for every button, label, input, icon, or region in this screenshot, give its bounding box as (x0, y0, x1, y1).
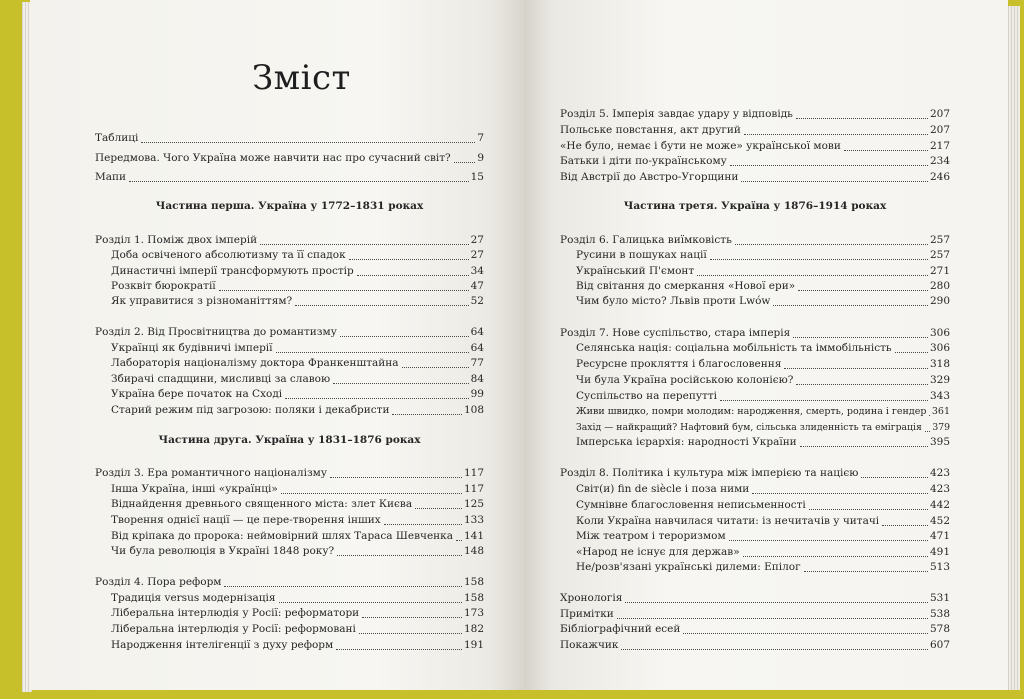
dot-leader (279, 593, 462, 603)
section-entry (560, 169, 950, 184)
section-entry (111, 402, 484, 417)
toc-entry-page: 442 (929, 499, 950, 511)
toc-entry-page: 47 (470, 280, 484, 292)
dot-leader (798, 281, 928, 291)
toc-entry-page: 257 (929, 249, 950, 261)
chapter-entry (560, 465, 950, 480)
section-entry (111, 278, 484, 293)
section-entry (576, 263, 950, 278)
dot-leader (456, 531, 462, 541)
toc-entry-label: Творення однієї нації — це пере-творення інших (111, 514, 381, 526)
toc-entry-label: Захід — найкращий? Нафтовий бум, сільська злиденність та еміграція (576, 422, 922, 433)
toc-entry-page: 182 (463, 623, 484, 635)
toc-entry-page: 513 (929, 561, 950, 573)
section-entry (576, 497, 950, 512)
toc-entry-page: 158 (463, 576, 484, 588)
part-heading: Частина третя. Україна у 1876–1914 роках (623, 200, 887, 212)
toc-entry-page: 318 (929, 358, 950, 370)
toc-entry-label: Хронологія (560, 592, 623, 604)
section-entry (576, 419, 950, 434)
dot-leader (349, 250, 469, 260)
toc-entry-page: 191 (463, 639, 484, 651)
toc-entry-page: 452 (929, 515, 950, 527)
toc-entry-label: Бібліографічний есей (560, 623, 681, 635)
toc-entry (95, 169, 484, 184)
toc-entry-label: Українці як будівничі імперії (111, 342, 273, 354)
toc-entry-page: 34 (470, 265, 484, 277)
section-entry (576, 528, 950, 543)
toc-entry-label: Розділ 6. Галицька виїмковість (560, 234, 732, 246)
toc-entry-page: 173 (463, 607, 484, 619)
toc-entry-page: 207 (929, 108, 950, 120)
toc-entry-page: 538 (929, 608, 950, 620)
section-entry (111, 355, 484, 370)
toc-entry (95, 130, 484, 145)
chapter-entry (560, 232, 950, 247)
toc-entry-page: 423 (929, 483, 950, 495)
section-entry (111, 247, 484, 262)
toc-entry-label: Таблиці (95, 132, 139, 144)
section-entry (111, 481, 484, 496)
section-entry (111, 637, 484, 652)
dot-leader (281, 484, 462, 494)
section-entry (111, 386, 484, 401)
dot-leader (141, 133, 475, 143)
dot-leader (357, 266, 469, 276)
toc-entry-page: 133 (463, 514, 484, 526)
toc-entry-label: Народження інтелігенції з духу реформ (111, 639, 334, 651)
toc-entry-page: 280 (929, 280, 950, 292)
dot-leader (415, 499, 462, 509)
toc-entry (560, 621, 950, 636)
toc-entry-label: Збирачі спадщини, мисливці за славою (111, 373, 331, 385)
chapter-entry (95, 324, 484, 339)
dot-leader (276, 343, 469, 353)
dot-leader (337, 546, 462, 556)
dot-leader (804, 562, 928, 572)
toc-entry-label: Від кріпака до пророка: неймовірний шлях Тараса Шевченка (111, 530, 453, 542)
toc-entry-label: Світ(и) fin de siècle і поза ними (576, 483, 750, 495)
dot-leader (617, 609, 928, 619)
dot-leader (219, 281, 469, 291)
dot-leader (793, 328, 928, 338)
toc-entry-label: Селянська нація: соціальна мобільність та іммобільність (576, 342, 892, 354)
toc-entry-page: 329 (929, 374, 950, 386)
section-entry (576, 481, 950, 496)
section-entry (111, 621, 484, 636)
dot-leader (925, 422, 931, 432)
toc-entry-label: Український П'ємонт (576, 265, 695, 277)
toc-entry-label: Розділ 2. Від Просвітництва до романтизму (95, 326, 337, 338)
toc-entry-label: Україна бере початок на Сході (111, 388, 283, 400)
dot-leader (743, 547, 928, 557)
toc-entry-page: 9 (477, 152, 484, 164)
dot-leader (621, 640, 927, 650)
toc-entry-label: Династичні імперії трансформують простір (111, 265, 354, 277)
toc-entry-label: Імперська ієрархія: народності України (576, 436, 797, 448)
dot-leader (359, 624, 462, 634)
toc-entry-page: 306 (929, 342, 950, 354)
toc-entry-page: 99 (470, 388, 484, 400)
toc-entry-label: Не/розв'язані українські дилеми: Епілог (576, 561, 801, 573)
toc-entry (95, 150, 484, 165)
dot-leader (744, 125, 928, 135)
toc-entry-label: Чи була революція в Україні 1848 року? (111, 545, 335, 557)
dot-leader (741, 172, 928, 182)
right-page (524, 0, 1008, 690)
dot-leader (129, 172, 469, 182)
toc-entry-label: Старий режим під загрозою: поляки і декабристи (111, 404, 390, 416)
toc-entry-page: 578 (929, 623, 950, 635)
toc-entry-label: Як управитися з різноманіттям? (111, 295, 293, 307)
section-entry (111, 543, 484, 558)
toc-entry-page: 125 (463, 498, 484, 510)
toc-entry-label: Від Австрії до Австро-Угорщини (560, 171, 739, 183)
toc-entry-page: 395 (929, 436, 950, 448)
toc-entry-page: 77 (470, 357, 484, 369)
toc-entry-page: 246 (929, 171, 950, 183)
toc-entry-label: Сумнівне благословення неписьменності (576, 499, 806, 511)
dot-leader (625, 593, 928, 603)
section-entry (576, 403, 950, 418)
toc-entry-label: Батьки і діти по-українському (560, 155, 727, 167)
toc-entry-page: 52 (470, 295, 484, 307)
toc-entry-page: 343 (929, 390, 950, 402)
toc-entry-page: 64 (470, 326, 484, 338)
left-page (30, 0, 524, 690)
page-edges-right (1006, 6, 1020, 690)
dot-leader (720, 391, 928, 401)
dot-leader (895, 343, 928, 353)
dot-leader (710, 250, 928, 260)
toc-entry-label: Розділ 1. Поміж двох імперій (95, 234, 258, 246)
dot-leader (773, 296, 928, 306)
part-heading: Частина друга. Україна у 1831–1876 роках (158, 434, 421, 446)
dot-leader (730, 156, 928, 166)
toc-entry-label: Примітки (560, 608, 614, 620)
chapter-entry (95, 574, 484, 589)
toc-entry-page: 108 (463, 404, 484, 416)
dot-leader (784, 359, 928, 369)
toc-entry-page: 217 (929, 140, 950, 152)
toc-entry-page: 379 (932, 422, 950, 433)
section-entry (576, 247, 950, 262)
section-entry (576, 388, 950, 403)
toc-entry-page: 117 (463, 483, 484, 495)
toc-entry-page: 271 (929, 265, 950, 277)
dot-leader (697, 266, 928, 276)
toc-entry-label: Чи була Україна російською колонією? (576, 374, 794, 386)
section-entry (576, 372, 950, 387)
dot-leader (735, 235, 928, 245)
toc-entry-label: Доба освіченого абсолютизму та її спадок (111, 249, 346, 261)
part-heading: Частина перша. Україна у 1772–1831 роках (155, 200, 424, 212)
toc-entry (560, 606, 950, 621)
toc-entry-page: 117 (463, 467, 484, 479)
section-entry (111, 528, 484, 543)
toc-entry-page: 361 (931, 406, 950, 417)
toc-entry-page: 491 (929, 546, 950, 558)
dot-leader (683, 624, 928, 634)
toc-entry-page: 64 (470, 342, 484, 354)
toc-entry-page: 84 (470, 373, 484, 385)
toc-entry-label: Розділ 7. Нове суспільство, стара імперія (560, 327, 791, 339)
toc-entry-page: 15 (470, 171, 484, 183)
section-entry (560, 122, 950, 137)
dot-leader (882, 516, 928, 526)
toc-entry-label: Розділ 3. Ера романтичного націоналізму (95, 467, 328, 479)
section-entry (576, 340, 950, 355)
toc-entry-label: Інша Україна, інші «українці» (111, 483, 278, 495)
toc-entry-page: 207 (929, 124, 950, 136)
toc-entry-page: 148 (463, 545, 484, 557)
toc-entry-label: Між театром і тероризмом (576, 530, 726, 542)
dot-leader (333, 374, 469, 384)
dot-leader (800, 437, 928, 447)
toc-entry-label: «Народ не існує для держав» (576, 546, 740, 558)
toc-entry-label: Живи швидко, помри молодим: народження, смерть, родина і гендер (576, 406, 927, 417)
dot-leader (260, 235, 469, 245)
dot-leader (384, 515, 462, 525)
dot-leader (454, 153, 476, 163)
chapter-entry (95, 465, 484, 480)
dot-leader (336, 640, 462, 650)
toc-entry-label: Польське повстання, акт другий (560, 124, 741, 136)
toc-entry (560, 637, 950, 652)
toc-entry-page: 607 (929, 639, 950, 651)
dot-leader (285, 389, 468, 399)
toc-entry-label: Віднайдення древнього священного міста: злет Києва (111, 498, 413, 510)
section-entry (576, 544, 950, 559)
section-entry (111, 590, 484, 605)
open-book (14, 0, 1016, 699)
dot-leader (729, 531, 928, 541)
toc-entry-page: 531 (929, 592, 950, 604)
toc-entry-page: 27 (470, 234, 484, 246)
dot-leader (362, 608, 462, 618)
toc-entry-page: 306 (929, 327, 950, 339)
toc-entry-label: Ліберальна інтерлюдія у Росії: реформатори (111, 607, 360, 619)
toc-entry-label: Ліберальна інтерлюдія у Росії: реформовані (111, 623, 356, 635)
toc-entry-page: 158 (463, 592, 484, 604)
toc-entry-label: Розділ 8. Політика і культура між імперією та нацією (560, 467, 859, 479)
toc-entry-label: Передмова. Чого Україна може навчити нас про сучасний світ? (95, 152, 451, 164)
section-entry (576, 278, 950, 293)
toc-entry-label: Мапи (95, 171, 127, 183)
toc-entry-page: 290 (929, 295, 950, 307)
section-entry (560, 138, 950, 153)
toc-entry-label: Розділ 5. Імперія завдає удару у відповідь (560, 108, 793, 120)
section-entry (576, 559, 950, 574)
dot-leader (295, 296, 469, 306)
toc-entry-label: «Не було, немає і бути не може» української мови (560, 140, 841, 152)
toc-entry-label: Русини в пошуках нації (576, 249, 707, 261)
section-entry (560, 153, 950, 168)
section-entry (111, 496, 484, 511)
toc-entry-page: 7 (477, 132, 484, 144)
toc-entry (560, 590, 950, 605)
section-entry (576, 293, 950, 308)
dot-leader (224, 577, 461, 587)
toc-entry-label: Чим було місто? Львів проти Lwów (576, 295, 771, 307)
section-entry (111, 371, 484, 386)
section-entry (576, 356, 950, 371)
dot-leader (340, 327, 469, 337)
section-entry (111, 340, 484, 355)
toc-entry-page: 423 (929, 467, 950, 479)
toc-entry-page: 141 (463, 530, 484, 542)
toc-entry-label: Лабораторія націоналізму доктора Франкенштайна (111, 357, 399, 369)
toc-entry-label: Розквіт бюрократії (111, 280, 216, 292)
dot-leader (796, 109, 928, 119)
toc-entry-label: Традиція versus модернізація (111, 592, 276, 604)
toc-entry-label: Розділ 4. Пора реформ (95, 576, 222, 588)
dot-leader (752, 484, 928, 494)
toc-entry-page: 257 (929, 234, 950, 246)
toc-entry-label: Коли Україна навчилася читати: із нечитачів у читачі (576, 515, 880, 527)
dot-leader (796, 375, 928, 385)
section-entry (111, 512, 484, 527)
dot-leader (330, 468, 462, 478)
toc-entry-label: Ресурсне прокляття і благословення (576, 358, 782, 370)
section-entry (111, 605, 484, 620)
dot-leader (844, 141, 928, 151)
toc-entry-page: 471 (929, 530, 950, 542)
dot-leader (392, 405, 462, 415)
toc-entry-page: 27 (470, 249, 484, 261)
section-entry (111, 293, 484, 308)
toc-entry-page: 234 (929, 155, 950, 167)
dot-leader (809, 500, 928, 510)
page-title: Зміст (252, 58, 351, 98)
dot-leader (861, 468, 928, 478)
chapter-entry (560, 325, 950, 340)
chapter-entry (95, 232, 484, 247)
toc-entry-label: Суспільство на перепутті (576, 390, 717, 402)
dot-leader (402, 358, 469, 368)
section-entry (111, 263, 484, 278)
section-entry (576, 434, 950, 449)
toc-entry-label: Від світання до смеркання «Нової ери» (576, 280, 796, 292)
chapter-entry (560, 106, 950, 121)
toc-entry-label: Покажчик (560, 639, 619, 651)
section-entry (576, 513, 950, 528)
